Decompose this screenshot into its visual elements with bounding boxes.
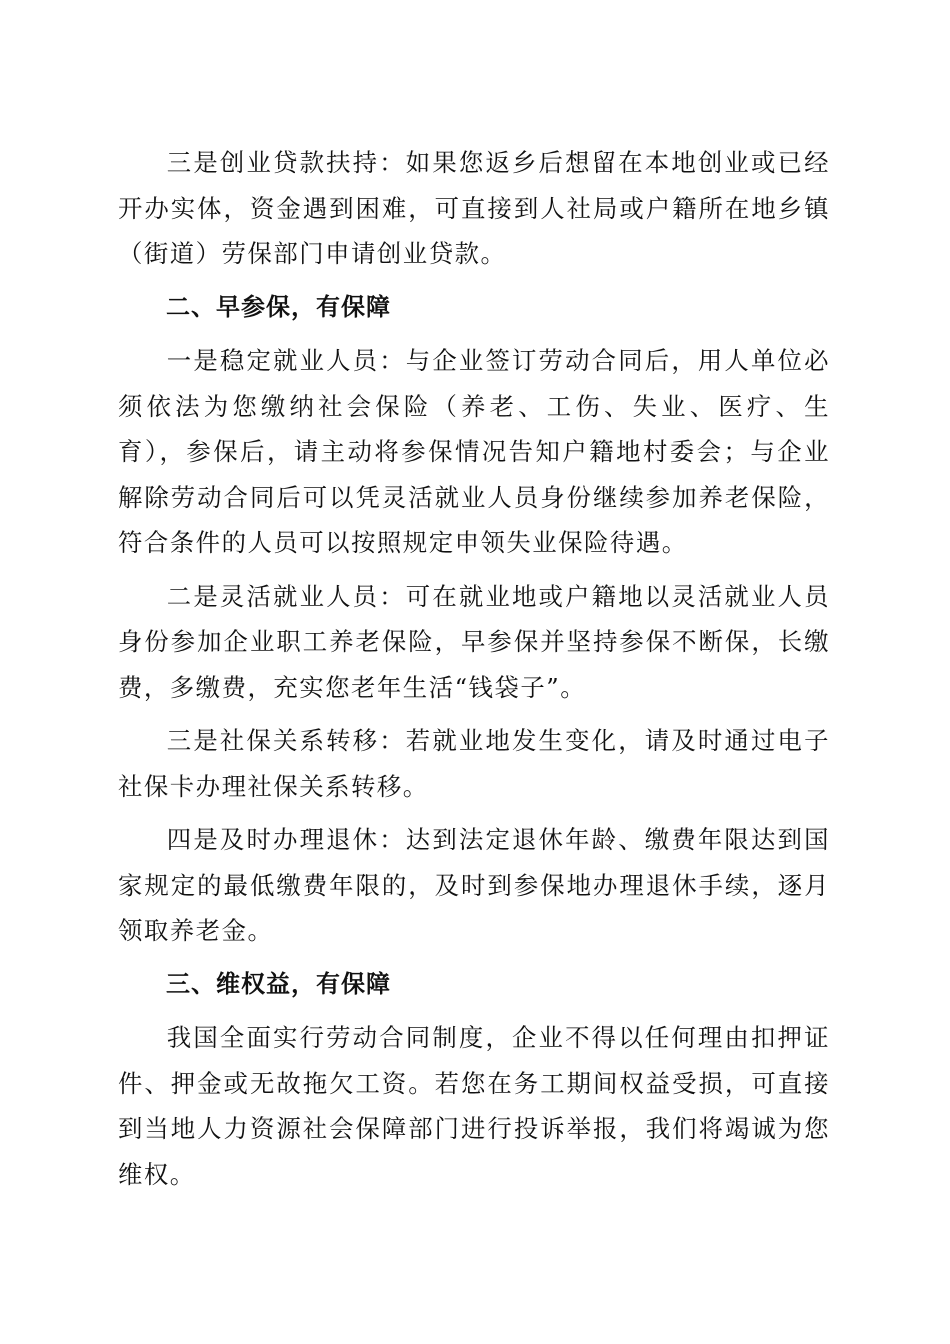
paragraph-retirement: 四是及时办理退休：达到法定退休年龄、缴费年限达到国家规定的最低缴费年限的，及时到参保地办理退休手续，逐月领取养老金。 [118,825,830,945]
paragraph-flexible-employment: 二是灵活就业人员：可在就业地或户籍地以灵活就业人员身份参加企业职工养老保险，早参保并坚持参保不断保，长缴费，多缴费，充实您老年生活“钱袋子”。 [118,581,830,702]
paragraph-insurance-transfer: 三是社保关系转移：若就业地发生变化，请及时通过电子社保卡办理社保关系转移。 [118,726,830,801]
section-heading-insurance: 二、早参保，有保障 [166,292,391,321]
paragraph-startup-loan: 三是创业贷款扶持：如果您返乡后想留在本地创业或已经开办实体，资金遇到困难，可直接到人社局或户籍所在地乡镇（街道）劳保部门申请创业贷款。 [118,148,830,268]
paragraph-stable-employment: 一是稳定就业人员：与企业签订劳动合同后，用人单位必须依法为您缴纳社会保险（养老、工伤、失业、医疗、生育），参保后，请主动将参保情况告知户籍地村委会；与企业解除劳动合同后可以凭灵活就业人员身份继续参加养老保险，符合条件的人员可以按照规定申领失业保险待遇。 [118,346,830,557]
section-heading-rights: 三、维权益，有保障 [166,969,391,998]
document-body [118,140,830,1205]
paragraph-labor-rights: 我国全面实行劳动合同制度，企业不得以任何理由扣押证件、押金或无故拖欠工资。若您在务工期间权益受损，可直接到当地人力资源社会保障部门进行投诉举报，我们将竭诚为您维权。 [118,1023,830,1189]
